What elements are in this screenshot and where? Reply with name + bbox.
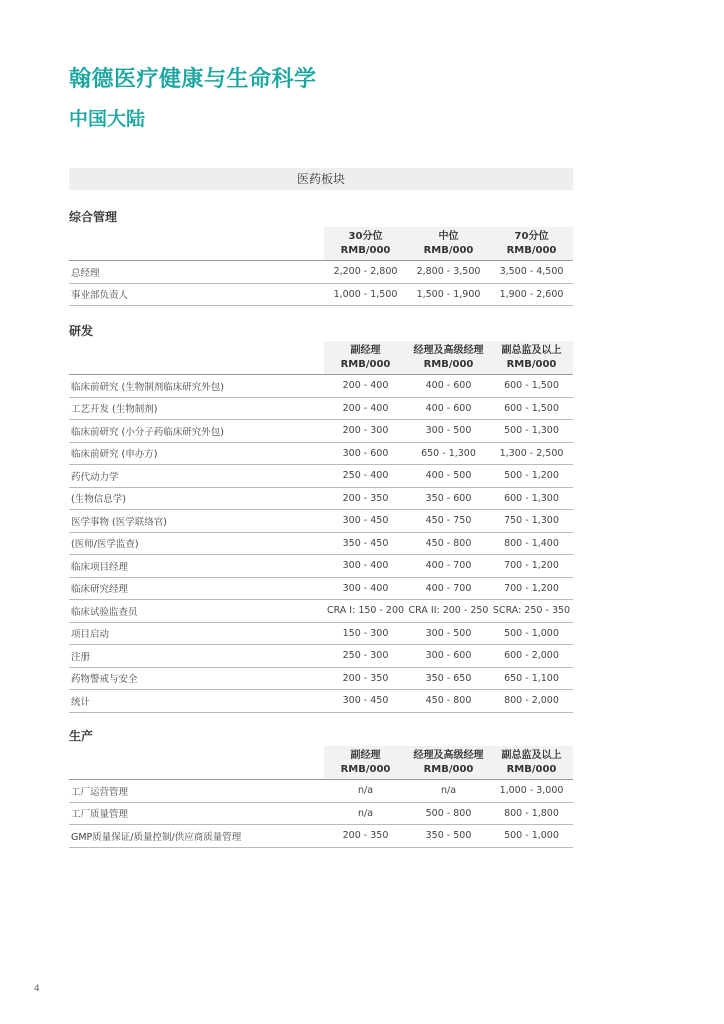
salary-cell: 350 - 500 <box>407 825 490 848</box>
salary-cell: 200 - 350 <box>324 825 407 848</box>
table-row <box>69 802 573 825</box>
salary-cell: SCRA: 250 - 350 <box>490 600 573 623</box>
role-cell: 临床研究经理 <box>69 577 324 600</box>
salary-cell: 500 - 800 <box>407 802 490 825</box>
general-management-table <box>69 227 573 306</box>
role-cell: 总经理 <box>69 261 324 284</box>
salary-cell: 200 - 350 <box>324 487 407 510</box>
table-header-blank <box>69 227 324 261</box>
table-row <box>69 442 573 465</box>
table-row <box>69 283 573 306</box>
salary-cell: 400 - 700 <box>407 555 490 578</box>
role-cell: 医学事物 (医学联络官) <box>69 510 324 533</box>
salary-cell: 800 - 2,000 <box>490 690 573 713</box>
role-cell: 事业部负责人 <box>69 283 324 306</box>
column-header: 副经理 RMB/000 <box>324 341 407 375</box>
salary-cell: 350 - 600 <box>407 487 490 510</box>
table-row <box>69 600 573 623</box>
page-number: 4 <box>34 984 40 994</box>
table-row <box>69 465 573 488</box>
role-cell: 统计 <box>69 690 324 713</box>
salary-cell: 250 - 300 <box>324 645 407 668</box>
category-heading-rd: 研发 <box>69 324 94 338</box>
salary-cell: 750 - 1,300 <box>490 510 573 533</box>
salary-cell: 400 - 600 <box>407 375 490 398</box>
column-header: 副经理 RMB/000 <box>324 746 407 780</box>
table-row <box>69 645 573 668</box>
salary-cell: 2,800 - 3,500 <box>407 261 490 284</box>
role-cell: 临床前研究 (生物制剂临床研究外包) <box>69 375 324 398</box>
role-cell: 工艺开发 (生物制剂) <box>69 397 324 420</box>
salary-cell: 450 - 800 <box>407 532 490 555</box>
table-header-row <box>69 341 573 375</box>
salary-cell: 500 - 1,000 <box>490 622 573 645</box>
salary-cell: 650 - 1,100 <box>490 667 573 690</box>
salary-cell: 500 - 1,300 <box>490 420 573 443</box>
table-row <box>69 577 573 600</box>
salary-cell: 300 - 400 <box>324 577 407 600</box>
salary-cell: 700 - 1,200 <box>490 555 573 578</box>
table-row <box>69 420 573 443</box>
role-cell: 药物警戒与安全 <box>69 667 324 690</box>
salary-cell: 700 - 1,200 <box>490 577 573 600</box>
page-subtitle: 中国大陆 <box>69 108 146 130</box>
salary-cell: 400 - 700 <box>407 577 490 600</box>
table-header-blank <box>69 341 324 375</box>
table-row <box>69 532 573 555</box>
salary-cell: 150 - 300 <box>324 622 407 645</box>
category-heading-production: 生产 <box>69 729 94 743</box>
salary-cell: n/a <box>407 780 490 803</box>
salary-cell: 500 - 1,000 <box>490 825 573 848</box>
salary-cell: 800 - 1,400 <box>490 532 573 555</box>
salary-cell: 800 - 1,800 <box>490 802 573 825</box>
salary-cell: 300 - 600 <box>324 442 407 465</box>
column-header: 30分位 RMB/000 <box>324 227 407 261</box>
salary-cell: 600 - 1,300 <box>490 487 573 510</box>
role-cell: (医师/医学监查) <box>69 532 324 555</box>
salary-cell: 450 - 750 <box>407 510 490 533</box>
salary-cell: 500 - 1,200 <box>490 465 573 488</box>
column-header: 经理及高级经理 RMB/000 <box>407 746 490 780</box>
salary-cell: 200 - 300 <box>324 420 407 443</box>
salary-cell: CRA I: 150 - 200 <box>324 600 407 623</box>
salary-cell: 300 - 400 <box>324 555 407 578</box>
salary-cell: 250 - 400 <box>324 465 407 488</box>
role-cell: 临床前研究 (申办方) <box>69 442 324 465</box>
table-row <box>69 667 573 690</box>
column-header: 副总监及以上 RMB/000 <box>490 746 573 780</box>
salary-cell: 400 - 500 <box>407 465 490 488</box>
salary-cell: 300 - 450 <box>324 510 407 533</box>
table-row <box>69 375 573 398</box>
role-cell: 项目启动 <box>69 622 324 645</box>
salary-cell: 1,900 - 2,600 <box>490 283 573 306</box>
section-banner: 医药板块 <box>69 168 573 190</box>
table-row <box>69 397 573 420</box>
category-heading-general-management: 综合管理 <box>69 210 118 224</box>
salary-cell: 300 - 500 <box>407 420 490 443</box>
role-cell: 药代动力学 <box>69 465 324 488</box>
salary-cell: CRA II: 200 - 250 <box>407 600 490 623</box>
salary-cell: 1,000 - 3,000 <box>490 780 573 803</box>
role-cell: (生物信息学) <box>69 487 324 510</box>
salary-cell: 300 - 600 <box>407 645 490 668</box>
role-cell: 注册 <box>69 645 324 668</box>
salary-cell: 600 - 2,000 <box>490 645 573 668</box>
salary-cell: 300 - 500 <box>407 622 490 645</box>
salary-cell: 300 - 450 <box>324 690 407 713</box>
page-title: 翰德医疗健康与生命科学 <box>69 67 317 92</box>
salary-cell: 350 - 450 <box>324 532 407 555</box>
table-header-blank <box>69 746 324 780</box>
role-cell: 工厂质量管理 <box>69 802 324 825</box>
table-row <box>69 780 573 803</box>
table-row <box>69 622 573 645</box>
salary-cell: 450 - 800 <box>407 690 490 713</box>
salary-cell: 200 - 350 <box>324 667 407 690</box>
rd-table <box>69 341 573 713</box>
salary-cell: 400 - 600 <box>407 397 490 420</box>
salary-cell: 1,300 - 2,500 <box>490 442 573 465</box>
role-cell: GMP质量保证/质量控制/供应商质量管理 <box>69 825 324 848</box>
role-cell: 临床试验监查员 <box>69 600 324 623</box>
table-row <box>69 690 573 713</box>
table-row <box>69 555 573 578</box>
salary-cell: 600 - 1,500 <box>490 375 573 398</box>
table-row <box>69 487 573 510</box>
table-header-row <box>69 746 573 780</box>
role-cell: 临床前研究 (小分子药临床研究外包) <box>69 420 324 443</box>
role-cell: 临床项目经理 <box>69 555 324 578</box>
salary-cell: 1,000 - 1,500 <box>324 283 407 306</box>
salary-cell: 600 - 1,500 <box>490 397 573 420</box>
salary-cell: 3,500 - 4,500 <box>490 261 573 284</box>
column-header: 中位 RMB/000 <box>407 227 490 261</box>
column-header: 经理及高级经理 RMB/000 <box>407 341 490 375</box>
column-header: 70分位 RMB/000 <box>490 227 573 261</box>
salary-cell: n/a <box>324 780 407 803</box>
salary-cell: 1,500 - 1,900 <box>407 283 490 306</box>
table-header-row <box>69 227 573 261</box>
salary-cell: 650 - 1,300 <box>407 442 490 465</box>
table-row <box>69 261 573 284</box>
salary-cell: 200 - 400 <box>324 375 407 398</box>
salary-cell: 2,200 - 2,800 <box>324 261 407 284</box>
table-row <box>69 825 573 848</box>
role-cell: 工厂运营管理 <box>69 780 324 803</box>
salary-cell: 200 - 400 <box>324 397 407 420</box>
column-header: 副总监及以上 RMB/000 <box>490 341 573 375</box>
salary-cell: 350 - 650 <box>407 667 490 690</box>
table-row <box>69 510 573 533</box>
production-table <box>69 746 573 848</box>
salary-cell: n/a <box>324 802 407 825</box>
